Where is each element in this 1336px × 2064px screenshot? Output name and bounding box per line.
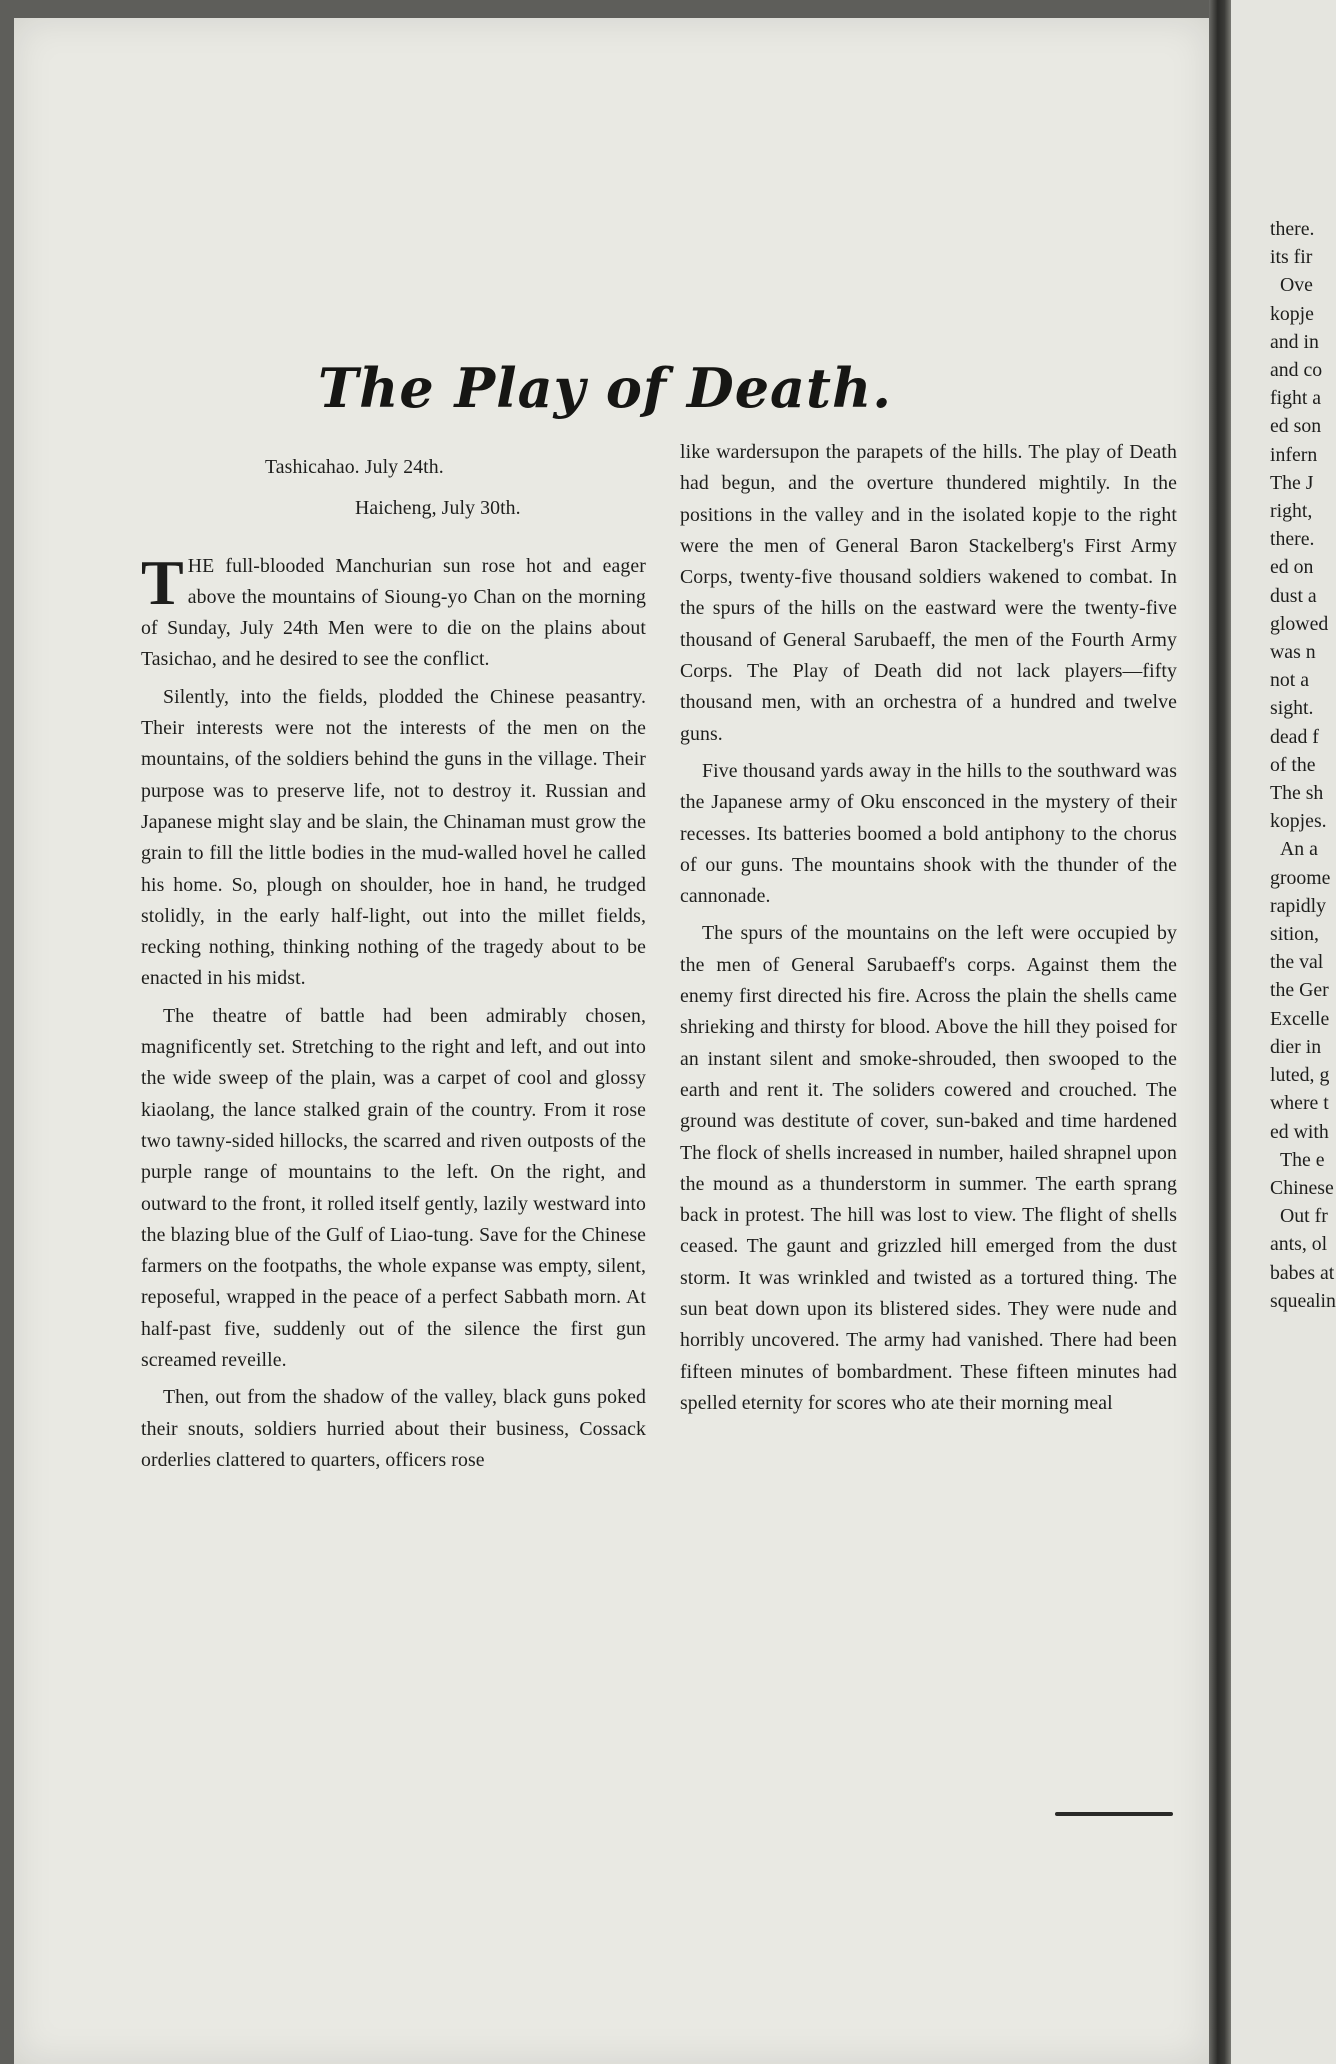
facing-line: glowed — [1270, 612, 1329, 635]
facing-line: The e — [1280, 1148, 1325, 1171]
facing-line: of the — [1270, 753, 1316, 776]
facing-line: The J — [1270, 471, 1314, 494]
article-title: The Play of Death. — [317, 356, 893, 421]
dateline-tashicahao: Tashicahao. July 24th. — [265, 456, 444, 478]
paragraph: The spurs of the mountains on the left were occupied by the men of General Sarubaeff's corps. Against them the enemy first directed his fire. Across the plain the shells came shrieking and thirsty for blood. Above the hill they poised for an instant silent and smoke-shrouded, then swooped to the earth and rent it. The soliders cowered and crouched. The ground was destitute of cover, sun-baked and time hardened The flock of shells increased in number, hailed shrapnel upon the mound as a thunderstorm in summer. The earth sprang back in protest. The hill was lost to view. The flight of shells ceased. The gaunt and grizzled hill emerged from the dust storm. It was wrinkled and twisted as a tortured thing. The sun beat down upon its blistered sides. They were nude and horribly uncovered. The army had vanished. There had been fifteen minutes of bombardment. These fifteen minutes had spelled eternity for scores who ate their morning meal — [680, 922, 1177, 1414]
facing-line: Out fr — [1280, 1205, 1328, 1228]
paragraph: Silently, into the fields, plodded the Chinese peasantry. Their interests were not the interests of the men on the mountains, of the soldiers behind the guns in the village. Their purpose was to preserve life, not to destroy it. Russian and Japanese might slay and be slain, the Chinaman must grow the grain to fill the little bodies in the mud-walled hovel he called his home. So, plough on shoulder, hoe in hand, he trudged stolidly, in the early half-light, out into the millet fields, recking nothing, thinking nothing of the tragedy about to be enacted in his midst. — [141, 685, 646, 990]
facing-page-edge — [1231, 0, 1336, 2064]
paragraph-lead — [141, 546, 646, 676]
facing-line: ed with — [1270, 1120, 1329, 1143]
paragraph: Five thousand yards away in the hills to the southward was the Japanese army of Oku ensconced in the mystery of their recesses. Its batteries boomed a bold antiphony to the chorus of our guns. The mountains shook with the thunder of the cannonade. — [680, 759, 1177, 908]
facing-page-text — [1270, 215, 1336, 1315]
facing-line: The sh — [1270, 782, 1324, 805]
paragraph: Then, out from the shadow of the valley, black guns poked their snouts, soldiers hurried about their business, Cossack orderlies clattered to quarters, officers rose — [141, 1386, 646, 1471]
facing-line: groome — [1270, 866, 1331, 889]
facing-line: Ove — [1280, 274, 1313, 297]
facing-line: sition, — [1270, 923, 1319, 946]
facing-line: not a — [1270, 669, 1310, 692]
facing-line: and in — [1270, 330, 1319, 353]
facing-line: squealin — [1270, 1289, 1336, 1312]
facing-line: Excelle — [1270, 1007, 1330, 1030]
facing-line: dust a — [1270, 584, 1317, 607]
facing-line: the val — [1270, 951, 1324, 974]
facing-line: sight. — [1270, 697, 1314, 720]
facing-line: and co — [1270, 359, 1323, 382]
drop-cap: T — [141, 546, 184, 618]
facing-line: ants, ol — [1270, 1233, 1328, 1256]
facing-line: its fir — [1270, 246, 1313, 269]
facing-line: An a — [1280, 838, 1318, 861]
column-left — [141, 452, 646, 1476]
facing-line: infern — [1270, 443, 1318, 466]
facing-line: right, — [1270, 500, 1313, 523]
paragraph: The theatre of battle had been admirably chosen, magnificently set. Stretching to the right and left, and out into the wide sweep of the plain, was a carpet of cool and glossy kiaolang, the lance stalked grain of the country. From it rose two tawny-sided hillocks, the scarred and riven outposts of the purple range of mountains to the left. On the right, and outward to the front, it rolled itself gently, lazily westward into the blazing blue of the Gulf of Liao-tung. Save for the Chinese farmers on the footpaths, the whole expanse was empty, silent, reposeful, wrapped in the peace of a perfect Sabbath morn. At half-past five, suddenly out of the silence the first gun screamed reveille. — [141, 1004, 646, 1372]
facing-line: dier in — [1270, 1035, 1322, 1058]
facing-line: Chinese — [1270, 1176, 1334, 1199]
paragraph-continued: like wardersupon the parapets of the hills. The play of Death had begun, and the overture thundered mightily. In the positions in the valley and in the isolated kopje to the right were the men of General Baron Stackelberg's First Army Corps, twenty-five thousand soldiers wakened to combat. In the spurs of the hills on the eastward were the twenty-five thousand of General Sarubaeff, the men of the Fourth Army Corps. The Play of Death did not lack players—fifty thousand men, with an orchestra of a hundred and twelve guns. — [680, 441, 1177, 745]
facing-line: ed on — [1270, 556, 1314, 579]
facing-line: fight a — [1270, 387, 1322, 410]
dateline-haicheng: Haicheng, July 30th. — [355, 497, 521, 520]
facing-line: where t — [1270, 1092, 1329, 1115]
book-gutter — [1209, 0, 1231, 2064]
facing-line: kopje — [1270, 302, 1314, 325]
facing-line: babes at — [1270, 1261, 1335, 1284]
facing-line: rapidly — [1270, 894, 1327, 917]
facing-line: there. — [1270, 218, 1315, 240]
facing-line: the Ger — [1270, 979, 1329, 1002]
facing-line: luted, g — [1270, 1064, 1330, 1087]
paragraph-text: HE full-blooded Manchurian sun rose hot and eager above the mountains of Sioung-yo Chan on the morning of Sunday, July 24th Men were to die on the plains about Tasichao, and he desired to see the conflict. — [141, 554, 646, 671]
facing-line: dead f — [1270, 725, 1319, 748]
facing-line: kopjes. — [1270, 810, 1327, 833]
end-rule — [1055, 1812, 1173, 1816]
facing-line: ed son — [1270, 415, 1322, 438]
column-right — [680, 437, 1177, 1419]
facing-line: was n — [1270, 641, 1316, 664]
facing-line: there. — [1270, 528, 1315, 551]
